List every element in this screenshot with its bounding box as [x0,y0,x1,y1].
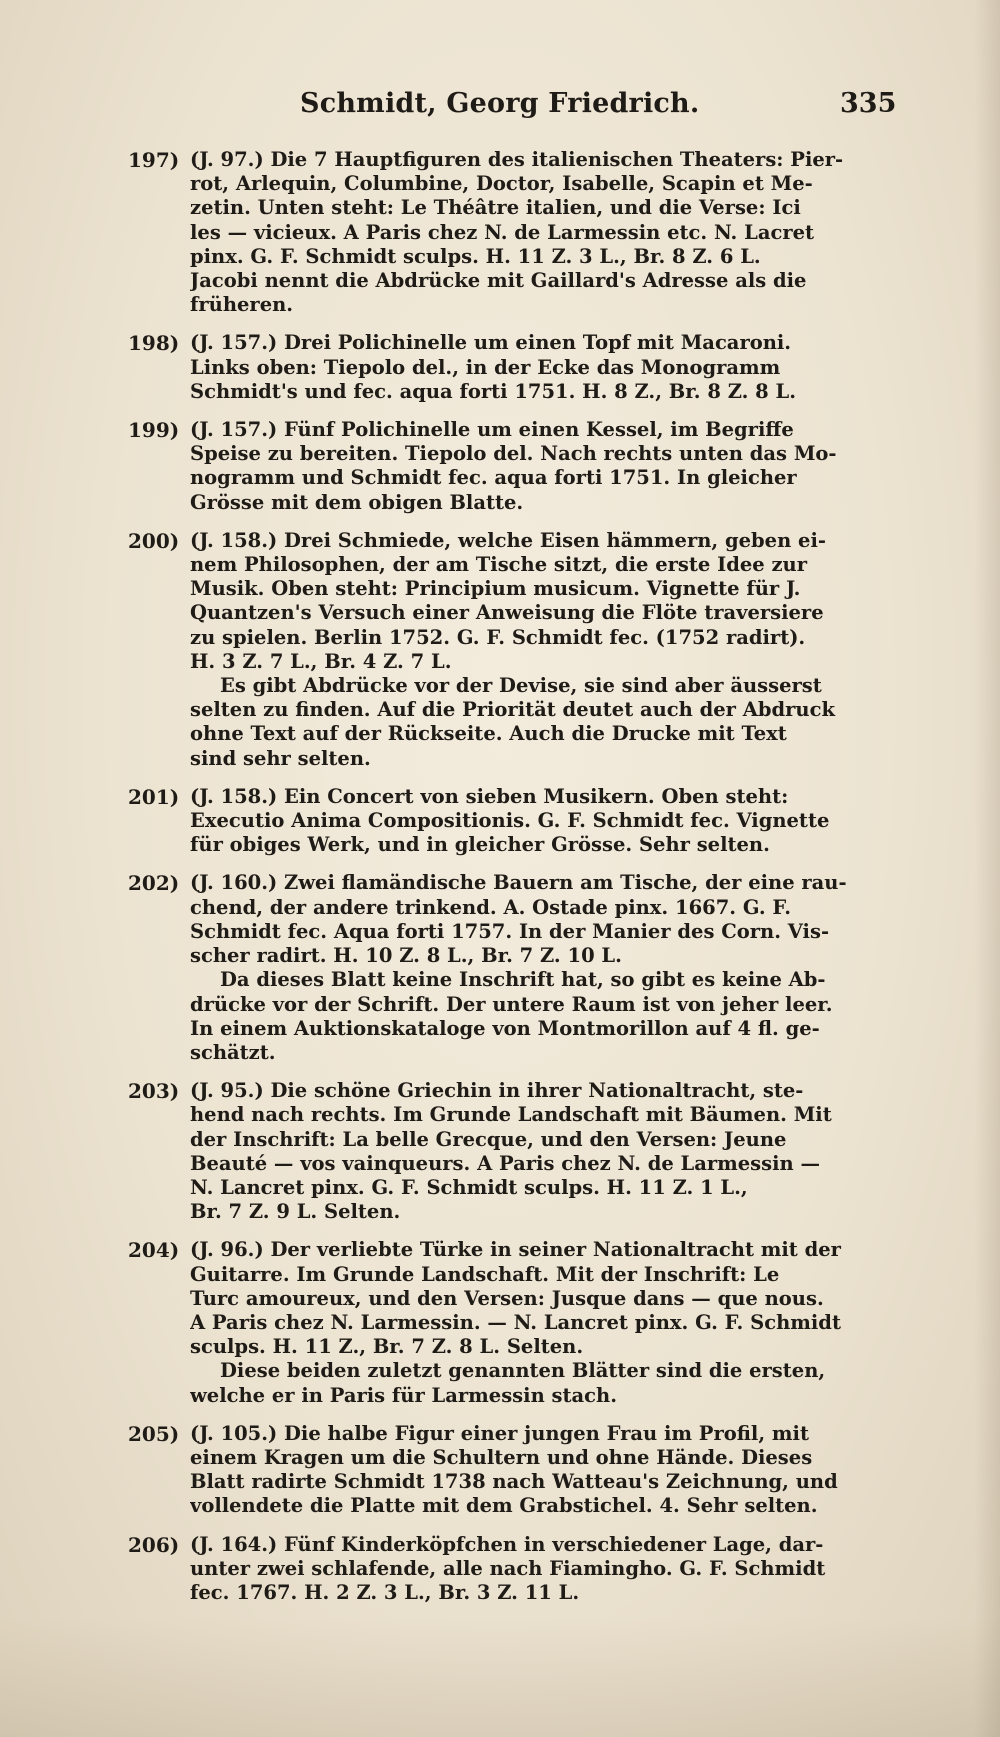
entry-line: hend nach rechts. Im Grunde Landschaft mit Bäumen. Mit [190,1103,832,1127]
entry-body [190,871,880,1065]
entry-note-line: drücke vor der Schrift. Der untere Raum ist von jeher leer. [190,992,833,1016]
entry-line: nogramm und Schmidt fec. aqua forti 1751. In gleicher [190,466,797,490]
catalogue-entry [130,871,880,1065]
entry-body [190,1533,880,1606]
entry-line: scher radirt. H. 10 Z. 8 L., Br. 7 Z. 10 L. [190,944,622,968]
entry-line: für obiges Werk, und in gleicher Grösse. Sehr selten. [190,833,770,857]
catalogue-entry [130,1422,880,1519]
entry-body [190,785,880,858]
entry-line: Executio Anima Compositionis. G. F. Schmidt fec. Vignette [190,809,830,833]
entry-line: unter zwei schlafende, alle nach Fiamingho. G. F. Schmidt [190,1556,826,1580]
entry-body [190,418,880,515]
entry-line: zu spielen. Berlin 1752. G. F. Schmidt fec. (1752 radirt). [190,625,806,649]
entry-line: vollendete die Platte mit dem Grabstichel. 4. Sehr selten. [190,1494,818,1518]
entry-line: A Paris chez N. Larmessin. — N. Lancret pinx. G. F. Schmidt [190,1310,841,1334]
entry-line: Quantzen's Versuch einer Anweisung die Flöte traversiere [190,601,824,625]
entry-line: der Inschrift: La belle Grecque, und den Versen: Jeune [190,1127,787,1151]
entry-line: früheren. [190,293,294,317]
entry-line: Musik. Oben steht: Principium musicum. Vignette für J. [190,577,801,601]
entry-line: (J. 97.) Die 7 Hauptfiguren des italienischen Theaters: Pier- [190,148,844,171]
catalogue-entry [130,418,880,515]
entry-note-line: sind sehr selten. [190,746,371,770]
entry-number: 205) [128,1421,180,1446]
entry-line: zetin. Unten steht: Le Théâtre italien, und die Verse: Ici [190,196,801,220]
entry-number: 199) [128,418,180,443]
entry-line: Br. 7 Z. 9 L. Selten. [190,1200,401,1224]
entry-line: Jacobi nennt die Abdrücke mit Gaillard's Adresse als die [190,269,807,293]
entry-note-line: selten zu finden. Auf die Priorität deutet auch der Abdruck [190,698,835,722]
entry-number: 197) [128,148,180,172]
entry-number: 202) [128,871,180,896]
entry-note-line: Da dieses Blatt keine Inschrift hat, so gibt es keine Ab- [220,968,826,992]
entry-line: les — vicieux. A Paris chez N. de Larmessin etc. N. Lacret [190,220,815,244]
entry-line: Schmidt's und fec. aqua forti 1751. H. 8 Z., Br. 8 Z. 8 L. [190,379,797,403]
entry-line: (J. 157.) Fünf Polichinelle um einen Kessel, im Begriffe [190,418,794,442]
entry-line: (J. 105.) Die halbe Figur einer jungen Frau im Profil, mit [190,1421,809,1445]
entry-body [190,1422,880,1519]
entry-line: Beauté — vos vainqueurs. A Paris chez N. de Larmessin — [190,1151,821,1175]
entry-body [190,331,880,404]
page-edge-shadow [974,0,1000,1737]
entry-number: 201) [128,784,180,809]
entry-line: Links oben: Tiepolo del., in der Ecke das Monogramm [190,355,781,379]
entry-body [190,148,880,317]
entry-line: (J. 158.) Ein Concert von sieben Musikern. Oben steht: [190,784,789,808]
page-header [0,88,1000,128]
entry-line: (J. 95.) Die schöne Griechin in ihrer Nationaltracht, ste- [190,1079,804,1103]
entry-line: (J. 164.) Fünf Kinderköpfchen in verschiedener Lage, dar- [190,1532,824,1556]
running-title: Schmidt, Georg Friedrich. [300,88,700,119]
entry-note-line: schätzt. [190,1040,276,1064]
entry-line: N. Lancret pinx. G. F. Schmidt sculps. H. 11 Z. 1 L., [190,1175,748,1199]
entry-line: fec. 1767. H. 2 Z. 3 L., Br. 3 Z. 11 L. [190,1580,580,1604]
catalogue-entry [130,1079,880,1224]
entry-line: chend, der andere trinkend. A. Ostade pinx. 1667. G. F. [190,895,792,919]
entry-line: (J. 158.) Drei Schmiede, welche Eisen hämmern, geben ei- [190,528,826,552]
catalogue-entry [130,148,880,317]
entry-body [190,1238,880,1407]
entry-body [190,1079,880,1224]
entry-line: Guitarre. Im Grunde Landschaft. Mit der Inschrift: Le [190,1262,780,1286]
catalogue-entry [130,331,880,404]
entry-line: (J. 157.) Drei Polichinelle um einen Topf mit Macaroni. [190,331,792,355]
entry-note-line: In einem Auktionskataloge von Montmorillon auf 4 fl. ge- [190,1016,820,1040]
entry-line: Blatt radirte Schmidt 1738 nach Watteau's Zeichnung, und [190,1470,838,1494]
entry-note-line: Diese beiden zuletzt genannten Blätter sind die ersten, [220,1359,826,1383]
entry-number: 204) [128,1238,180,1263]
entry-note-line: welche er in Paris für Larmessin stach. [190,1383,617,1407]
entry-line: einem Kragen um die Schultern und ohne Hände. Dieses [190,1445,813,1469]
entry-line: rot, Arlequin, Columbine, Doctor, Isabelle, Scapin et Me- [190,172,813,196]
entry-number: 200) [128,528,180,553]
entry-line: nem Philosophen, der am Tische sitzt, die erste Idee zur [190,553,807,577]
entry-body [190,529,880,771]
entry-line: Grösse mit dem obigen Blatte. [190,490,524,514]
catalogue-entry [130,529,880,771]
entry-line: Speise zu bereiten. Tiepolo del. Nach rechts unten das Mo- [190,442,837,466]
entry-number: 198) [128,331,180,356]
entry-line: pinx. G. F. Schmidt sculps. H. 11 Z. 3 L., Br. 8 Z. 6 L. [190,244,761,268]
entry-line: Schmidt fec. Aqua forti 1757. In der Manier des Corn. Vis- [190,919,830,943]
entry-line: (J. 160.) Zwei flamändische Bauern am Tische, der eine rau- [190,871,847,895]
entry-line: (J. 96.) Der verliebte Türke in seiner Nationaltracht mit der [190,1238,841,1262]
entry-line: H. 3 Z. 7 L., Br. 4 Z. 7 L. [190,649,452,673]
entry-note-line: ohne Text auf der Rückseite. Auch die Drucke mit Text [190,722,787,746]
bottom-shade [0,1617,1000,1737]
entry-number: 203) [128,1079,180,1104]
entry-line: Turc amoureux, und den Versen: Jusque dans — que nous. [190,1286,824,1310]
entry-note-line: Es gibt Abdrücke vor der Devise, sie sind aber äusserst [220,674,822,698]
entry-number: 206) [128,1532,180,1557]
catalogue-entry [130,1533,880,1606]
page-number: 335 [840,88,897,119]
catalogue-entries [130,148,880,1619]
catalogue-entry [130,1238,880,1407]
entry-line: sculps. H. 11 Z., Br. 7 Z. 8 L. Selten. [190,1335,584,1359]
catalogue-entry [130,785,880,858]
